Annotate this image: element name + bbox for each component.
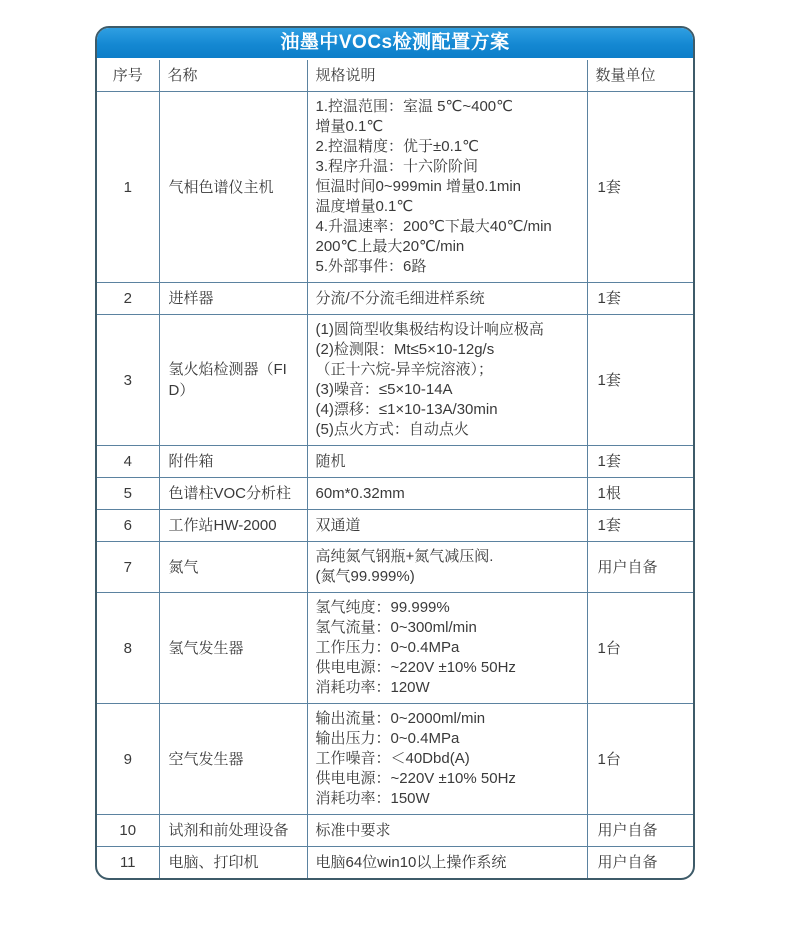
- spec-line: 温度增量0.1℃: [315, 198, 414, 215]
- column-header-quantity: 数量单位: [587, 60, 693, 92]
- column-header-name: 名称: [159, 60, 307, 92]
- spec-line: 输出流量：0~2000ml/min: [315, 710, 486, 727]
- qty-cell: 1套: [587, 315, 693, 446]
- spec-cell: [307, 92, 587, 283]
- spec-line: 2.控温精度：优于±0.1℃: [315, 138, 479, 155]
- spec-line: (氮气99.999%): [315, 568, 415, 585]
- row-number-cell: 5: [97, 478, 159, 510]
- row-number-cell: 3: [97, 315, 159, 446]
- spec-line: 供电电源：~220V ±10% 50Hz: [315, 770, 516, 787]
- spec-line: (1)圆筒型收集极结构设计响应极高: [315, 321, 544, 338]
- row-number-cell: 9: [97, 704, 159, 815]
- spec-line: 消耗功率：150W: [315, 790, 430, 807]
- name-cell: 试剂和前处理设备: [159, 815, 307, 847]
- spec-cell: [307, 478, 587, 510]
- table-row: [97, 593, 693, 704]
- qty-cell: 1套: [587, 92, 693, 283]
- spec-line: 4.升温速率：200℃下最大40℃/min: [315, 218, 552, 235]
- name-cell: 氮气: [159, 542, 307, 593]
- spec-cell: [307, 315, 587, 446]
- spec-line: 工作压力：0~0.4MPa: [315, 639, 460, 656]
- qty-cell: 用户自备: [587, 815, 693, 847]
- spec-line: （正十六烷-异辛烷溶液）；: [315, 361, 493, 378]
- table-row: [97, 315, 693, 446]
- spec-line: 3.程序升温：十六阶阶间: [315, 158, 479, 175]
- name-cell: 氢气发生器: [159, 593, 307, 704]
- table-body: [97, 92, 693, 879]
- row-number-cell: 4: [97, 446, 159, 478]
- spec-line: 恒温时间0~999min 增量0.1min: [315, 178, 521, 195]
- table-header: [97, 60, 693, 92]
- spec-line: 200℃上最大20℃/min: [315, 238, 465, 255]
- spec-line: 消耗功率：120W: [315, 679, 430, 696]
- spec-line: 5.外部事件：6路: [315, 258, 427, 275]
- qty-cell: 1套: [587, 283, 693, 315]
- row-number-cell: 11: [97, 847, 159, 879]
- row-number-cell: 7: [97, 542, 159, 593]
- spec-cell: [307, 847, 587, 879]
- name-cell: 电脑、打印机: [159, 847, 307, 879]
- spec-line: (5)点火方式：自动点火: [315, 421, 469, 438]
- spec-line: 氢气流量：0~300ml/min: [315, 619, 477, 636]
- table-title: 油墨中VOCs检测配置方案: [97, 28, 693, 60]
- spec-line: (3)噪音：≤5×10-14A: [315, 381, 453, 398]
- header-row: [97, 60, 693, 92]
- row-number-cell: 10: [97, 815, 159, 847]
- table-row: [97, 510, 693, 542]
- spec-line: 1.控温范围：室温 5℃~400℃: [315, 98, 513, 115]
- name-cell: 色谱柱VOC分析柱: [159, 478, 307, 510]
- table-row: [97, 283, 693, 315]
- spec-line: 电脑64位win10以上操作系统: [315, 853, 507, 871]
- table-row: [97, 446, 693, 478]
- column-header-index: 序号: [97, 60, 159, 92]
- spec-cell: [307, 510, 587, 542]
- qty-cell: 1台: [587, 593, 693, 704]
- qty-cell: 1根: [587, 478, 693, 510]
- row-number-cell: 8: [97, 593, 159, 704]
- spec-line: 增量0.1℃: [315, 118, 384, 135]
- spec-line: 60m*0.32mm: [315, 484, 405, 502]
- name-cell: 空气发生器: [159, 704, 307, 815]
- spec-table: [95, 26, 695, 880]
- spec-line: 标准中要求: [315, 821, 391, 839]
- name-cell: 进样器: [159, 283, 307, 315]
- row-number-cell: 6: [97, 510, 159, 542]
- spec-line: 双通道: [315, 516, 361, 534]
- table-row: [97, 92, 693, 283]
- name-cell: 附件箱: [159, 446, 307, 478]
- config-table: [97, 60, 693, 878]
- spec-cell: [307, 704, 587, 815]
- spec-line: 氢气纯度：99.999%: [315, 599, 450, 616]
- qty-cell: 1台: [587, 704, 693, 815]
- name-cell: 工作站HW-2000: [159, 510, 307, 542]
- name-cell: 氢火焰检测器（FID）: [159, 315, 307, 446]
- table-row: [97, 478, 693, 510]
- spec-line: (4)漂移：≤1×10-13A/30min: [315, 401, 498, 418]
- spec-line: 工作噪音：＜40Dbd(A): [315, 750, 470, 767]
- name-cell: 气相色谱仪主机: [159, 92, 307, 283]
- spec-line: 供电电源：~220V ±10% 50Hz: [315, 659, 516, 676]
- qty-cell: 用户自备: [587, 847, 693, 879]
- spec-cell: [307, 815, 587, 847]
- spec-cell: [307, 542, 587, 593]
- spec-cell: [307, 283, 587, 315]
- qty-cell: 1套: [587, 446, 693, 478]
- table-row: [97, 847, 693, 879]
- spec-line: 分流/不分流毛细进样系统: [315, 289, 485, 307]
- spec-line: 输出压力：0~0.4MPa: [315, 730, 460, 747]
- table-row: [97, 815, 693, 847]
- table-row: [97, 704, 693, 815]
- spec-cell: [307, 593, 587, 704]
- row-number-cell: 1: [97, 92, 159, 283]
- spec-cell: [307, 446, 587, 478]
- spec-line: 高纯氮气钢瓶+氮气减压阀.: [315, 548, 494, 565]
- spec-line: (2)检测限：Mt≤5×10-12g/s: [315, 341, 495, 358]
- qty-cell: 1套: [587, 510, 693, 542]
- table-row: [97, 542, 693, 593]
- qty-cell: 用户自备: [587, 542, 693, 593]
- column-header-spec: 规格说明: [307, 60, 587, 92]
- row-number-cell: 2: [97, 283, 159, 315]
- spec-line: 随机: [315, 452, 346, 470]
